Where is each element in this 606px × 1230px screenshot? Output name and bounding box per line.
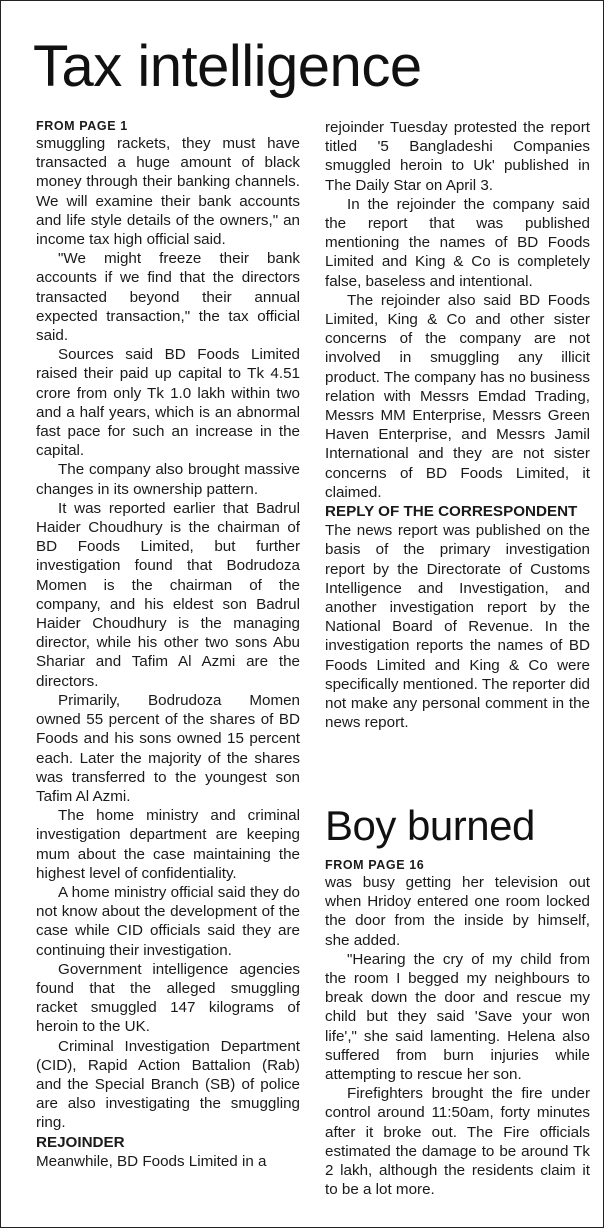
paragraph: The home ministry and criminal investigation department are keeping mum about the case maintaining the highest level of confidentiality. [36,807,300,882]
paragraph: Firefighters brought the fire under control around 11:50am, forty minutes after it broke out. The Fire officials estimated the damage to be around Tk 2 lakh, although the residents claim it to be a lot more. [325,1085,590,1199]
dateline-from-page-1: FROM PAGE 1 [36,119,128,133]
paragraph: Meanwhile, BD Foods Limited in a [36,1152,267,1170]
dateline-from-page-16: FROM PAGE 16 [325,858,425,872]
article-column-boy-burned [325,857,590,1199]
paragraph: "Hearing the cry of my child from the room I begged my neighbours to break down the door and rescue my child but they said 'Save your won life'," she said lamenting. Helena also suffered from burn injuries while attempting to rescue her son. [325,950,590,1084]
paragraph: The news report was published on the basis of the primary investigation report by the Directorate of Customs Intelligence and Investigation, and another investigation report by the National Board of Revenue. In the investigation reports the names of BD Foods Limited and King & Co were specifically mentioned. The reporter did not make any personal comment in the news report. [325,522,590,732]
paragraph: The rejoinder also said BD Foods Limited, King & Co and other sister concerns of the company are not involved in smuggling any illicit product. The company has no business relation with Messrs Emdad Trading, Messrs MM Enterprise, Messrs Green Haven Enterprise, and Messrs Jamil International and they are not sister concerns of BD Foods Limited, it claimed. [325,291,590,501]
paragraph: rejoinder Tuesday protested the report titled '5 Bangladeshi Companies smuggled heroin to Uk' published in The Daily Star on April 3. [325,119,590,194]
headline-boy-burned: Boy burned [325,802,535,849]
paragraph: In the rejoinder the company said the report that was published mentioning the names of BD Foods Limited and King & Co is completely false, baseless and intentional. [325,195,590,290]
paragraph: Sources said BD Foods Limited raised their paid up capital to Tk 4.51 crore from only Tk 1.0 lakh within two and a half years, which is an abnormal fast pace for such an increase in the capital. [36,346,300,460]
paragraph: It was reported earlier that Badrul Haider Choudhury is the chairman of BD Foods Limited, but further investigation found that Bodrudoza Momen is the chairman of the company, and his eldest son Badrul Haider Choudhury is the managing director, while his other two sons Abu Shariar and Tafim Al Azmi are the directors. [36,499,300,690]
paragraph: smuggling rackets, they must have transacted a huge amount of black money through their banking channels. We will examine their bank accounts and life style details of the owners," an income tax high official said. [36,135,300,249]
paragraph: Primarily, Bodrudoza Momen owned 55 percent of the shares of BD Foods and his sons owned 15 percent each. Later the majority of the shares was transferred to the youngest son Tafim Al Azmi. [36,691,300,805]
paragraph: Criminal Investigation Department (CID), Rapid Action Battalion (Rab) and the Special Branch (SB) of police are also investigating the smuggling ring. [36,1037,300,1132]
subhead-reply-of-correspondent: REPLY OF THE CORRESPONDENT [325,503,578,521]
subhead-rejoinder: REJOINDER [36,1133,125,1151]
article-column-right [325,118,590,733]
paragraph: The company also brought massive changes in its ownership pattern. [36,461,300,498]
headline-tax-intelligence: Tax intelligence [33,34,422,99]
paragraph: "We might freeze their bank accounts if we find that the directors transacted beyond their annual expected transaction," the tax official said. [36,250,300,345]
article-column-left [36,118,300,1171]
paragraph: A home ministry official said they do not know about the development of the case while CID officials said they are continuing their investigation. [36,883,300,959]
paragraph: was busy getting her television out when Hridoy entered one room locked the door from the inside by himself, she added. [325,874,590,949]
paragraph: Government intelligence agencies found that the alleged smuggling racket smuggled 147 kilograms of heroin to the UK. [36,960,300,1036]
